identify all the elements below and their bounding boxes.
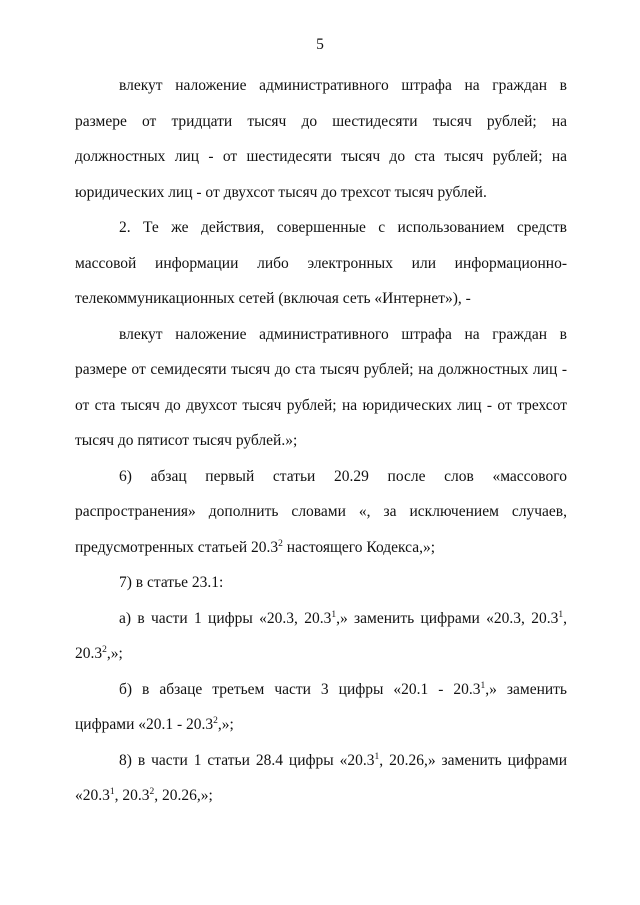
text-segment: ,» заменить цифрами «20.3, 20.3 bbox=[336, 609, 559, 627]
text-segment: ,»; bbox=[217, 716, 234, 733]
superscript: 2 bbox=[278, 538, 283, 549]
paragraph bbox=[75, 743, 567, 814]
text-segment: , 20.3 bbox=[114, 787, 150, 804]
text-segment: а) в части 1 цифры «20.3, 20.3 bbox=[119, 609, 332, 627]
paragraph bbox=[75, 210, 567, 317]
paragraph bbox=[75, 601, 567, 672]
paragraph bbox=[75, 672, 567, 743]
paragraph bbox=[75, 565, 567, 601]
text-segment: 2. Те же действия, совершенные с использованием средств массовой информации либо электронных или информационно-телекоммуникационных сетей (включая сеть «Интернет»), - bbox=[75, 219, 567, 307]
superscript: 2 bbox=[149, 787, 155, 797]
text-segment: настоящего Кодекса,»; bbox=[282, 538, 436, 556]
text-segment: б) в абзаце третьем части 3 цифры «20.1 - 20.3 bbox=[119, 680, 481, 698]
text-segment: 6) абзац первый статьи 20.29 после слов «массового распространения» дополнить словами «, за исключением случаев, предусмотренных статьей 20.3 bbox=[75, 467, 567, 556]
text-segment: ,»; bbox=[106, 645, 123, 662]
superscript: 1 bbox=[558, 609, 564, 620]
text-segment: 7) в статье 23.1: bbox=[119, 574, 224, 591]
paragraph bbox=[75, 68, 567, 210]
superscript: 1 bbox=[109, 787, 115, 797]
superscript: 1 bbox=[374, 751, 380, 762]
text-segment: ,» заменить цифрами «20.1 - 20.3 bbox=[75, 680, 568, 733]
paragraph bbox=[75, 459, 567, 566]
text-segment: , 20.26,» заменить цифрами «20.3 bbox=[75, 751, 568, 804]
text-segment: , 20.26,»; bbox=[154, 787, 213, 804]
text-segment: , 20.3 bbox=[75, 609, 567, 662]
text-segment: влекут наложение административного штрафа на граждан в размере от тридцати тысяч до шестидесяти тысяч рублей; на должностных лиц - от шестидесяти тысяч до ста тысяч рублей; на юридических лиц - от двухсот тысяч до трехсот тысяч рублей. bbox=[75, 77, 567, 201]
superscript: 1 bbox=[331, 609, 337, 620]
text-segment: влекут наложение административного штрафа на граждан в размере от семидесяти тысяч до ста тысяч рублей; на должностных лиц - от ста тысяч до двухсот тысяч рублей; на юридических лиц - от трехсот тысяч до пятисот тысяч рублей.»; bbox=[75, 325, 567, 449]
superscript: 2 bbox=[102, 645, 107, 655]
page-number: 5 bbox=[316, 36, 324, 53]
superscript: 2 bbox=[213, 716, 218, 726]
paragraph bbox=[75, 317, 567, 459]
superscript: 1 bbox=[480, 680, 486, 691]
document-body bbox=[75, 68, 567, 814]
text-segment: 8) в части 1 статьи 28.4 цифры «20.3 bbox=[119, 751, 375, 769]
